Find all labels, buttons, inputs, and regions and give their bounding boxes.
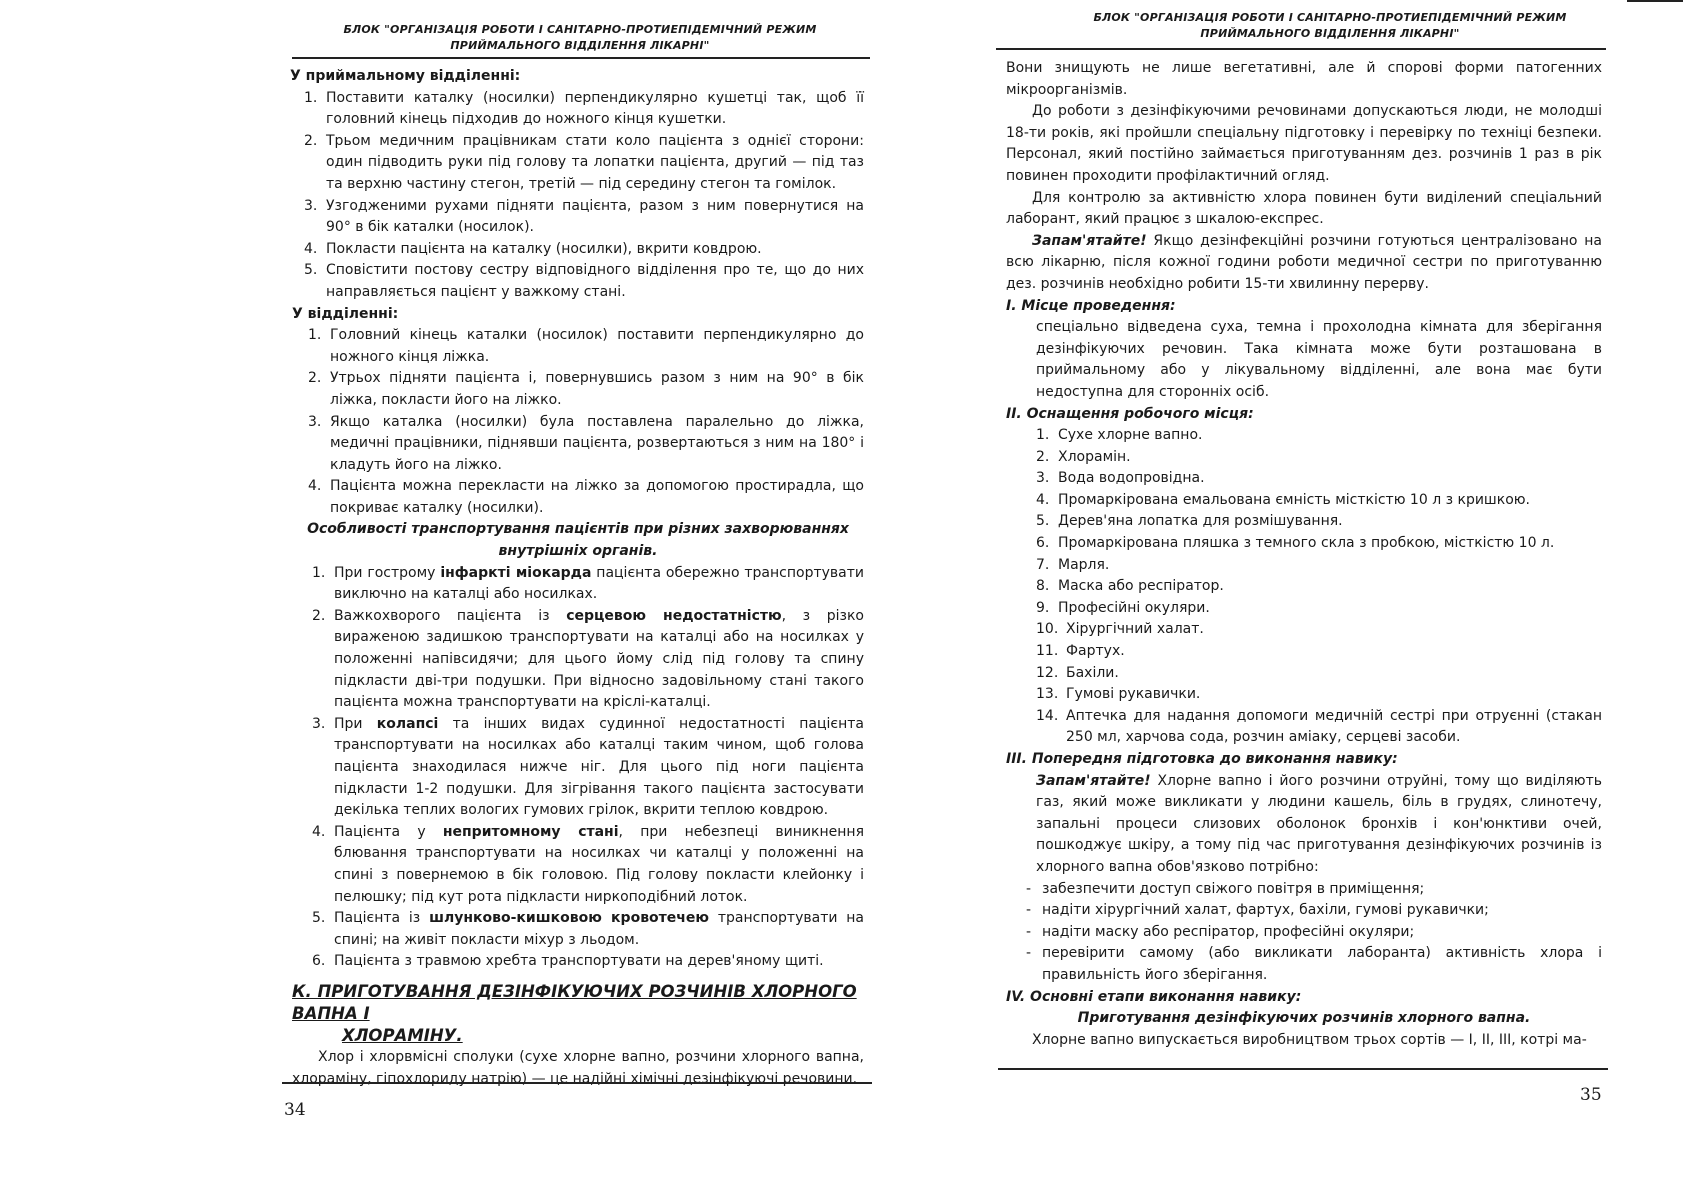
section-iii-title: ІІІ. Попередня підготовка до виконання навику: <box>1006 751 1398 767</box>
list-item: 4. Пацієнта у непритомному стані, при небезпеці виникнення блювання транспортувати на носилках чи каталці у положенні на спині з повернемою в бік головою. Під голову покласти клейонку і пелюшку; під кут рота підкласти ниркоподібний лоток. <box>312 823 864 905</box>
section-iii-text: Запам'ятайте! Хлорне вапно і його розчини отруйні, тому що виділяють газ, який може викликати у людини кашель, біль в грудях, слинотечу, запальні процеси слизових оболонок бронхів і кон'юнктиви очей, пошкоджує шкіру, а тому під час приготування дезінфікуючих розчинів із хлорного вапна обов'язково потрібно: <box>1036 772 1602 875</box>
list-item: 1. При гострому інфаркті міокарда пацієнта обережно транспортувати виключно на каталці або носилках. <box>312 564 864 603</box>
features-title-line-2: внутрішніх органів. <box>498 543 658 560</box>
list-item: 3. Узгодженими рухами підняти пацієнта, разом з ним повернутися на 90° в бік каталки (носилок). <box>304 197 864 236</box>
section-iv-text: Хлорне вапно випускається виробництвом трьох сортів — I, II, III, котрі ма- <box>1032 1031 1587 1048</box>
features-title-line-1: Особливості транспортування пацієнтів при різних захворюваннях <box>307 521 849 538</box>
list-item: 1. Сухе хлорне вапно. <box>1036 427 1203 444</box>
header-line-1: БЛОК "ОРГАНІЗАЦІЯ РОБОТИ І САНІТАРНО-ПРОТИЕПІДЕМІЧНИЙ РЕЖИМ <box>343 23 817 36</box>
right-page <box>960 0 1683 1190</box>
list-item: 2. Трьом медичним працівникам стати коло пацієнта з однієї сторони: один підводить руки під голову та лопатки пацієнта, другий — під таз та верхню частину стегон, третій — під середину стегон та гомілок. <box>304 132 864 192</box>
list-item: 12. Бахіли. <box>1036 664 1119 681</box>
subheading-admission: У приймальному відділенні: <box>290 68 521 84</box>
header-line-2: ПРИЙМАЛЬНОГО ВІДДІЛЕННЯ ЛІКАРНІ" <box>1200 27 1460 40</box>
remember-label: Запам'ятайте! <box>1036 772 1151 789</box>
section-k-heading <box>292 981 864 1047</box>
list-item: 11. Фартух. <box>1036 643 1125 660</box>
ward-steps-list <box>292 325 864 519</box>
list-item: 8. Маска або респіратор. <box>1036 578 1224 595</box>
paragraph-remember-break: Запам'ятайте! Якщо дезінфекційні розчини готуються централізовано на всю лікарню, після кожної години роботи медичної сестри по приготуванню дез. розчинів необхідно робити 15-ти хвилинну перерву. <box>1006 232 1602 292</box>
list-item: 10. Хірургічний халат. <box>1036 621 1204 638</box>
page-number: 35 <box>1580 1085 1602 1105</box>
paragraph-organisms: Вони знищують не лише вегетативні, але й спорові форми патогенних мікроорганізмів. <box>1006 60 1602 98</box>
section-k-paragraph: Хлор і хлорвмісні сполуки (сухе хлорне вапно, розчини хлорного вапна, хлораміну, гіпохлориду натрію) — це надійні хімічні дезінфікуючі речовини. <box>292 1048 864 1087</box>
section-k-title-line-1: К. ПРИГОТУВАННЯ ДЕЗІНФІКУЮЧИХ РОЗЧИНІВ ХЛОРНОГО ВАПНА І <box>292 981 857 1023</box>
list-item: 3. Якщо каталка (носилки) була поставлена паралельно до ліжка, медичні працівники, піднявши пацієнта, розвертаються з ним на 180° і кладуть його на ліжко. <box>308 413 864 473</box>
list-item: 2. Важкохворого пацієнта із серцевою недостатністю, з різко вираженою задишкою транспортувати на каталці або на носилках у положенні напівсидячи; для цього йому слід під голову та спину підкласти дві-три подушки. При відносно задовільному стані такого пацієнта можна транспортувати на кріслі-каталці. <box>312 607 864 711</box>
list-item: 4. Пацієнта можна перекласти на ліжко за допомогою простирадла, що покриває каталку (носилки). <box>308 478 864 516</box>
precautions-list <box>1006 879 1602 987</box>
section-i-title: І. Місце проведення: <box>1006 297 1176 314</box>
list-item: - забезпечити доступ свіжого повітря в приміщення; <box>1026 880 1425 897</box>
left-body <box>292 66 864 1090</box>
list-item: - перевірити самому (або викликати лаборанта) активність хлора і правильність його зберігання. <box>1026 945 1602 983</box>
list-item: 2. Утрьох підняти пацієнта і, повернувшись разом з ним на 90° в бік ліжка, покласти його на ліжко. <box>308 370 864 408</box>
list-item: 7. Марля. <box>1036 556 1110 573</box>
header-rule <box>292 57 870 59</box>
list-item: 1. Головний кінець каталки (носилок) поставити перпендикулярно до ножного кінця ліжка. <box>308 327 864 365</box>
list-item: 5. Дерев'яна лопатка для розмішування. <box>1036 513 1343 530</box>
right-body <box>1006 58 1602 1051</box>
transport-features-list <box>292 563 864 973</box>
admission-steps-list <box>292 88 864 304</box>
page-number: 34 <box>284 1100 306 1120</box>
running-header-left <box>330 22 830 54</box>
paragraph-chlorine-control: Для контролю за активністю хлора повинен бути виділений спеціальний лаборант, який працює з шкалою-експрес. <box>1006 189 1602 228</box>
list-item: 5. Сповістити постову сестру відповідного відділення про те, що до них направляється пацієнт у важкому стані. <box>304 262 864 300</box>
paragraph-staff-admission: До роботи з дезінфікуючими речовинами допускаються люди, не молодші 18-ти років, які пройшли спеціальну підготовку і перевірку по техніці безпеки. Персонал, який постійно займається приготуванням дез. розчинів 1 раз в рік повинен проходити профілактичний огляд. <box>1006 103 1602 184</box>
footer-rule <box>282 1082 872 1084</box>
running-header-right <box>1080 10 1580 42</box>
list-item: 4. Покласти пацієнта на каталку (носилки), вкрити ковдрою. <box>304 240 762 257</box>
list-item: 14. Аптечка для надання допомоги медичній сестрі при отруєнні (стакан 250 мл, харчова сода, розчин аміаку, серцеві засоби. <box>1036 707 1602 746</box>
list-item: 1. Поставити каталку (носилки) перпендикулярно кушетці так, щоб її головний кінець підходив до ножного кінця кушетки. <box>304 89 864 128</box>
list-item: 3. Вода водопровідна. <box>1036 470 1205 487</box>
section-ii-title: ІІ. Оснащення робочого місця: <box>1006 405 1254 422</box>
section-k-title-line-2: ХЛОРАМІНУ. <box>342 1025 463 1045</box>
header-line-2: ПРИЙМАЛЬНОГО ВІДДІЛЕННЯ ЛІКАРНІ" <box>450 39 710 52</box>
list-item: 9. Професійні окуляри. <box>1036 599 1210 616</box>
header-line-1: БЛОК "ОРГАНІЗАЦІЯ РОБОТИ І САНІТАРНО-ПРОТИЕПІДЕМІЧНИЙ РЕЖИМ <box>1093 11 1567 24</box>
list-item: 6. Пацієнта з травмою хребта транспортувати на дерев'яному щиті. <box>312 953 824 970</box>
list-item: 13. Гумові рукавички. <box>1036 686 1201 703</box>
list-item: 2. Хлорамін. <box>1036 448 1131 465</box>
remember-label: Запам'ятайте! <box>1032 232 1147 249</box>
section-iv-title: ІV. Основні етапи виконання навику: <box>1006 988 1302 1005</box>
section-iv-subtitle: Приготування дезінфікуючих розчинів хлорного вапна. <box>1077 1010 1531 1027</box>
header-rule <box>996 48 1606 50</box>
equipment-list <box>1006 425 1602 749</box>
top-edge-mark <box>1627 0 1683 2</box>
list-item: - надіти хірургічний халат, фартух, бахіли, гумові рукавички; <box>1026 902 1489 919</box>
list-item: 5. Пацієнта із шлунково-кишковою кровотечею транспортувати на спині; на живіт покласти міхур з льодом. <box>312 910 864 948</box>
list-item: 3. При колапсі та інших видах судинної недостатності пацієнта транспортувати на носилках або каталці таким чином, щоб голова пацієнта знаходилася нижче ніг. Для цього під ноги пацієнта підкласти 1-2 подушки. Для зігрівання такого пацієнта застосувати декілька теплих вологих гумових грілок, вкрити теплою ковдрою. <box>312 715 864 819</box>
subheading-ward: У відділенні: <box>292 305 399 322</box>
section-i-text: спеціально відведена суха, темна і прохолодна кімната для зберігання дезінфікуючих речовин. Така кімната може бути розташована в приймальному або у лікувальному відділенні, але вона має бути недоступна для сторонніх осіб. <box>1036 319 1602 400</box>
list-item: 6. Промаркірована пляшка з темного скла з пробкою, місткістю 10 л. <box>1036 535 1555 552</box>
list-item: - надіти маску або респіратор, професійні окуляри; <box>1026 923 1415 940</box>
footer-rule <box>998 1068 1608 1070</box>
list-item: 4. Промаркірована емальована ємність місткістю 10 л з кришкою. <box>1036 491 1530 508</box>
